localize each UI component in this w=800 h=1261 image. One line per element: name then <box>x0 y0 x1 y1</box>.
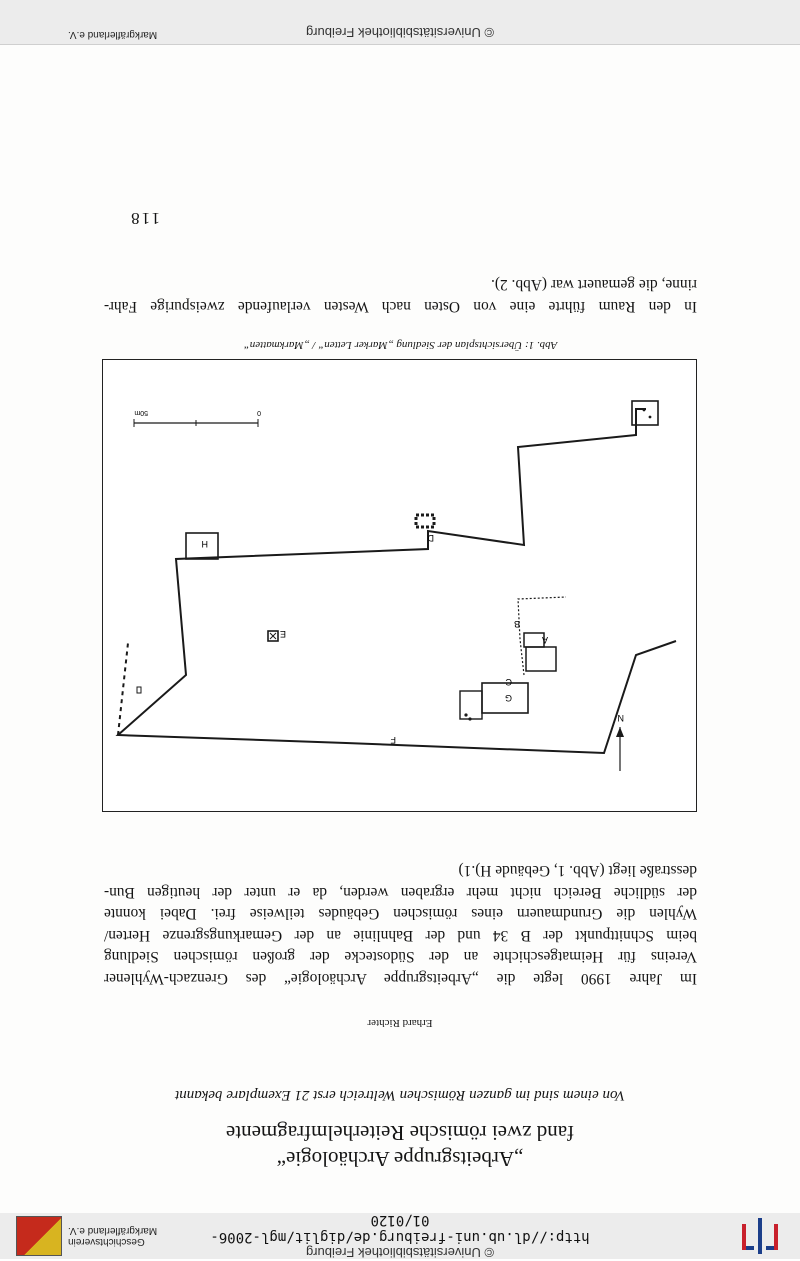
label-d: D <box>427 533 434 543</box>
viewer-footer <box>0 0 800 45</box>
site-plan-figure <box>102 359 697 812</box>
page-number: 118 <box>129 209 160 228</box>
viewer-header <box>0 1212 800 1259</box>
footer-association: Markgräflerland e.V. <box>68 29 158 40</box>
scale-end: 50m <box>134 409 148 416</box>
document-page <box>0 45 800 1213</box>
footer-center <box>210 25 590 40</box>
building-d <box>416 515 434 527</box>
label-a: A <box>541 635 548 645</box>
figure-caption: Abb. 1: Übersichtsplan der Siedlung „Marker Letten“ / „Markmatten“ <box>243 339 558 351</box>
document-url[interactable]: http://dl.ub.uni-freiburg.de/diglit/mgl-2006-01/0120 <box>210 1212 590 1246</box>
paragraph-intro: Im Jahre 1990 legte die „Arbeitsgruppe Archäologie“ des Grenzach-Wyhlener Vereins für Heimatgeschichte an der Südostecke der großen römischen Siedlung beim Schnittpunkt der B 34 und der Bahnlinie an der Gemarkungsgrenze Herten/ Wyhlen die Grundmauern eines römischen Gebäudes teilweise frei. Dabei konnte der südliche Bereich nicht mehr ergraben werden, da er unter der heutigen Bun- desstraße liegt (Abb. 1, Gebäude H).1) <box>104 862 697 987</box>
building-a <box>526 647 556 671</box>
scale-zero: 0 <box>257 409 261 416</box>
north-label: N <box>617 713 624 723</box>
site-plan-drawing <box>103 360 696 811</box>
label-h: H <box>201 539 208 549</box>
association-name: Geschichtsverein Markgräflerland e.V. <box>68 1225 158 1247</box>
article-subtitle: Von einem sind im ganzen Römischen Weltreich erst 21 Exemplare bekannt <box>175 1087 625 1103</box>
header-center <box>210 1212 590 1261</box>
copyright-text: © Universitätsbibliothek Freiburg <box>305 1245 495 1261</box>
article-title: „Arbeitsgruppe Archäologie“ fand zwei römische Reiterhelmfragmente <box>225 1121 575 1171</box>
label-c: C <box>505 677 512 687</box>
enclosure-dashed <box>118 643 128 735</box>
enclosure-wall <box>118 409 676 753</box>
article-author: Erhard Richter <box>367 1017 433 1029</box>
label-b: B <box>513 619 520 629</box>
label-f: F <box>390 735 396 745</box>
paragraph-second: In den Raum führte eine von Osten nach Westen verlaufende zweispurige Fahr- rinne, die gemauert war (Abb. 2). <box>104 276 697 315</box>
label-g: G <box>504 693 512 703</box>
association-crest-icon <box>16 1216 62 1256</box>
label-e: E <box>279 629 286 639</box>
footer-copyright: © Universitätsbibliothek Freiburg <box>305 25 495 40</box>
ub-freiburg-logo <box>740 1216 782 1256</box>
